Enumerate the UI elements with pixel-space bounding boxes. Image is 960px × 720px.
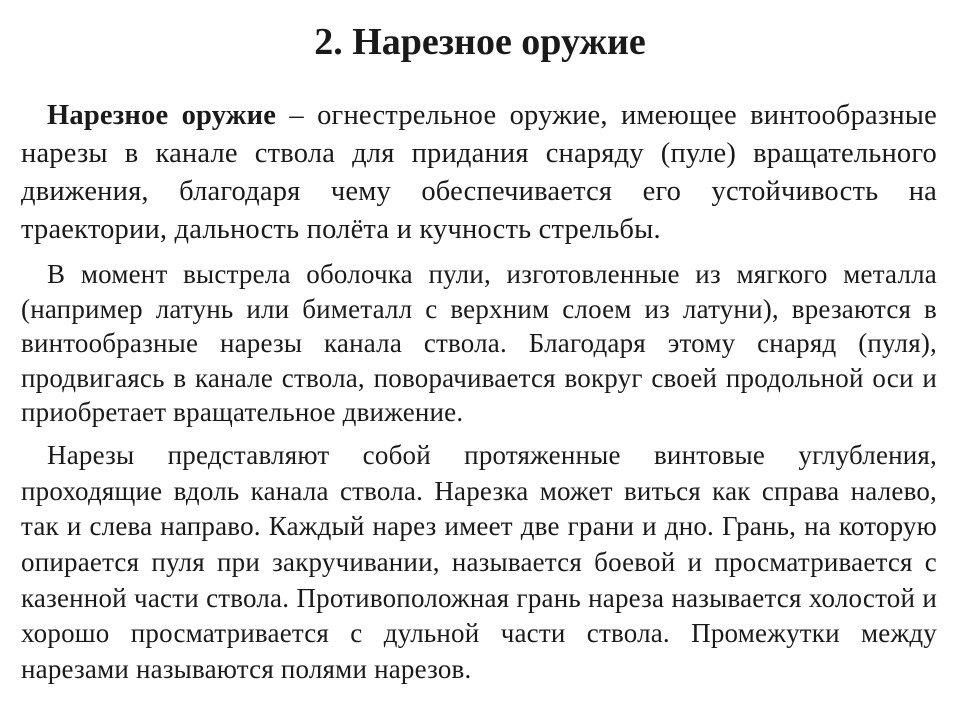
definition-text: – огнестрельное оружие, имеющее винтообразные нарезы в канале ствола для придания снаряду (пуле) вращательного движения, благодаря чему обеспечивается его устойчивость на траектории, дальность полёта и кучность стрельбы. bbox=[21, 100, 937, 245]
definition-term: Нарезное оружие bbox=[47, 100, 277, 131]
paragraph-rifling-description: Нарезы представляют собой протяженные винтовые углубления, проходящие вдоль канала ствола. Нарезка может виться как справа налево, так и слева направо. Каждый нарез имеет две грани и дно. Грань, на которую опирается пуля при закручивании, называется боевой и просматривается с казенной части ствола. Противоположная грань нареза называется холостой и хорошо просматривается с дульной части ствола. Промежутки между нарезами называются полями нарезов. bbox=[21, 439, 937, 685]
slide-body bbox=[21, 97, 937, 688]
paragraph-firing-moment: В момент выстрела оболочка пули, изготовленные из мягкого металла (например латунь или биметалл с верхним слоем из латуни), врезаются в винтообразные нарезы канала ствола. Благодаря этому снаряд (пуля), продвигаясь в канале ствола, поворачивается вокруг своей продольной оси и приобретает вращательное движение. bbox=[21, 259, 937, 428]
slide-title: 2. Нарезное оружие bbox=[314, 21, 646, 63]
paragraph-definition bbox=[21, 97, 937, 249]
